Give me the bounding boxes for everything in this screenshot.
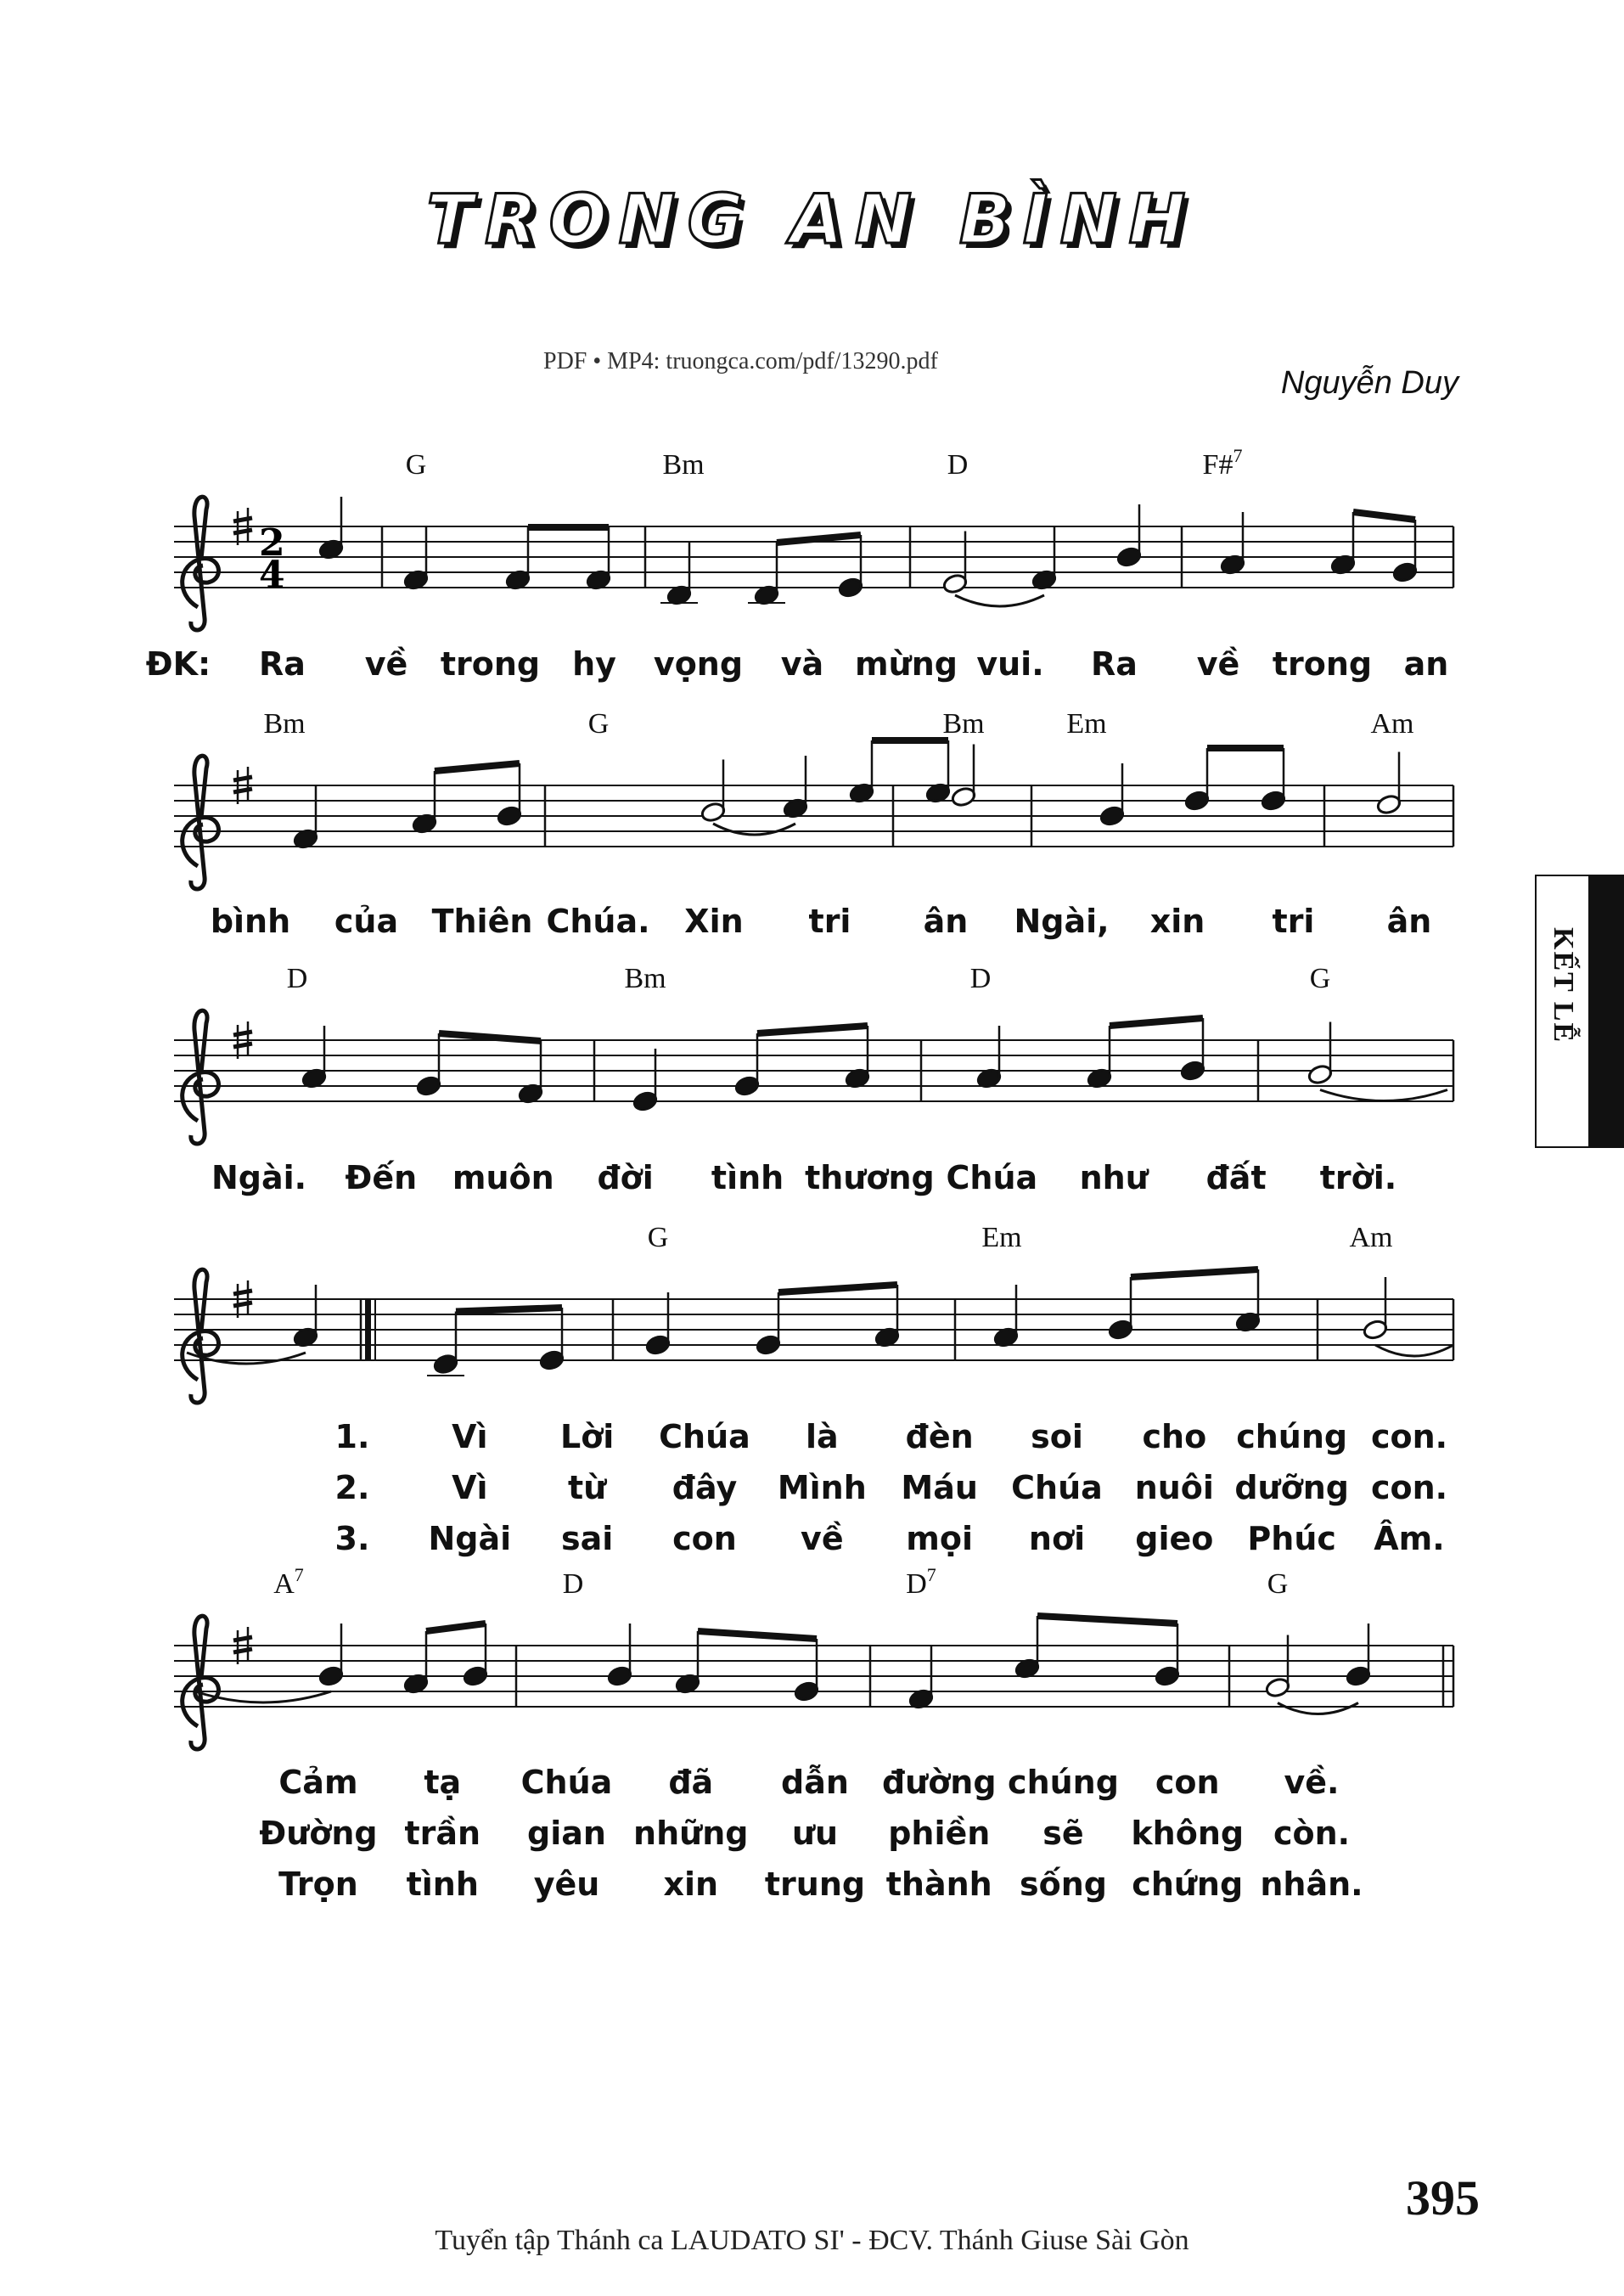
quarter-note <box>756 1334 782 1356</box>
quarter-note <box>1116 546 1143 568</box>
lyric-syllable: về <box>364 645 408 683</box>
lyric-syllable: ưu <box>791 1815 839 1852</box>
chord-symbol: G <box>647 1222 669 1253</box>
lyric-syllable: gieo <box>1135 1520 1214 1557</box>
lyric-syllable: an <box>1403 645 1449 683</box>
lyric-syllable: tình <box>406 1866 479 1903</box>
tie <box>955 595 1044 606</box>
lyric-syllable: Mình <box>777 1469 867 1506</box>
lyric-syllable: dẫn <box>781 1764 849 1801</box>
lyric-syllable: mừng <box>855 645 958 683</box>
lyric-syllable: xin <box>663 1866 719 1903</box>
lyric-syllable: cho <box>1142 1418 1207 1455</box>
lyric-syllable: phiền <box>888 1815 991 1852</box>
half-note <box>1363 1319 1389 1341</box>
lyric-syllable: Ra <box>1091 645 1138 683</box>
tie <box>1375 1345 1453 1356</box>
lyric-syllable: ân <box>1386 903 1432 940</box>
lyric-syllable: Ngài, <box>1014 903 1110 940</box>
lyric-syllable: những <box>633 1815 749 1852</box>
source-link[interactable]: PDF • MP4: truongca.com/pdf/13290.pdf <box>543 348 938 374</box>
lyric-syllable: mọi <box>906 1520 974 1557</box>
lyric-syllable: chúng <box>1236 1418 1348 1455</box>
lyric-syllable: 1. <box>334 1418 370 1455</box>
chord-symbol: $D^7$ <box>906 1564 936 1600</box>
chord-symbol: D <box>969 963 992 994</box>
song-title: TRONG AN BÌNH <box>426 180 1198 259</box>
lyric-syllable: chứng <box>1132 1866 1244 1903</box>
chord-symbol: F#$^7$ <box>1202 445 1243 481</box>
lyric-syllable: tri <box>808 903 851 940</box>
beam <box>435 763 520 771</box>
quarter-note <box>1184 790 1211 812</box>
treble-clef-icon <box>183 497 219 630</box>
beam <box>456 1308 562 1312</box>
lyric-syllable: Cảm <box>278 1764 358 1801</box>
lyric-syllable: Ra <box>259 645 306 683</box>
quarter-note <box>838 577 864 599</box>
lyric-syllable: đường <box>881 1764 997 1801</box>
lyric-syllable: về. <box>1284 1764 1340 1801</box>
lyric-syllable: muôn <box>452 1159 554 1196</box>
lyric-syllable: về <box>1196 645 1240 683</box>
lyric-syllable: yêu <box>533 1866 600 1903</box>
quarter-note <box>1392 561 1419 583</box>
time-signature-top: 2 <box>259 521 285 565</box>
lyric-syllable: Ngài. <box>211 1159 307 1196</box>
lyric-syllable: trong <box>1272 645 1373 683</box>
quarter-note <box>1155 1665 1181 1687</box>
half-note <box>1265 1677 1291 1699</box>
quarter-note <box>463 1665 489 1687</box>
lyric-syllable: Chúa <box>1011 1469 1103 1506</box>
time-signature-bottom: 4 <box>259 554 285 597</box>
treble-clef-icon <box>183 1010 219 1144</box>
beam <box>426 1624 486 1631</box>
chord-symbol: Bm <box>662 449 705 481</box>
quarter-note <box>794 1680 820 1702</box>
lyric-syllable: Âm. <box>1374 1520 1445 1557</box>
quarter-note <box>645 1334 672 1356</box>
lyric-syllable: thương <box>805 1159 935 1196</box>
lyric-syllable: gian <box>527 1815 606 1852</box>
lyric-syllable: như <box>1079 1159 1149 1196</box>
chord-symbol: D <box>286 963 308 994</box>
tie <box>1320 1090 1447 1101</box>
lyric-syllable: Ngài <box>428 1520 512 1557</box>
quarter-note <box>416 1075 442 1097</box>
lyric-syllable: Lời <box>559 1418 615 1455</box>
beam <box>1131 1269 1258 1277</box>
quarter-note <box>539 1349 565 1371</box>
lyric-syllable: của <box>334 903 399 940</box>
lyric-syllable: sẽ <box>1042 1815 1084 1852</box>
lyric-syllable: sai <box>561 1520 614 1557</box>
lyric-syllable: 2. <box>334 1469 370 1506</box>
beam <box>1353 512 1415 520</box>
lyric-syllable: Vì <box>452 1418 488 1455</box>
chord-symbol: G <box>1267 1568 1289 1600</box>
treble-clef-icon <box>183 1269 219 1403</box>
chord-symbol: Em <box>981 1222 1022 1253</box>
lyric-syllable: Xin <box>684 903 744 940</box>
lyric-syllable: nơi <box>1028 1520 1086 1557</box>
chord-symbol: Bm <box>624 963 666 994</box>
lyric-syllable: con <box>672 1520 737 1557</box>
chord-symbol: Bm <box>263 708 306 740</box>
chord-symbol: $A^7$ <box>273 1564 304 1600</box>
lyric-syllable: thành <box>885 1866 992 1903</box>
quarter-note <box>318 1665 345 1687</box>
lyric-syllable: Máu <box>901 1469 978 1506</box>
lyric-syllable: đèn <box>905 1418 974 1455</box>
lyric-syllable: dưỡng <box>1234 1469 1349 1506</box>
beam <box>698 1631 817 1639</box>
lyric-syllable: con. <box>1370 1469 1448 1506</box>
lyric-syllable: vọng <box>653 645 744 683</box>
half-note <box>1376 794 1402 816</box>
half-note <box>1307 1064 1334 1086</box>
lyric-syllable: còn. <box>1273 1815 1351 1852</box>
lyric-syllable: Đến <box>345 1159 418 1196</box>
lyric-syllable: Vì <box>452 1469 488 1506</box>
lyric-syllable: trong <box>440 645 541 683</box>
quarter-note <box>497 805 523 827</box>
half-note <box>951 786 977 808</box>
lyric-syllable: Đường <box>259 1815 378 1852</box>
chord-symbol: D <box>562 1568 584 1600</box>
tie <box>713 824 795 835</box>
lyric-syllable: là <box>805 1418 839 1455</box>
quarter-note <box>1099 805 1126 827</box>
quarter-note <box>607 1665 633 1687</box>
quarter-note <box>1346 1665 1372 1687</box>
section-tab <box>1535 875 1624 1148</box>
lyric-syllable: Chúa. <box>546 903 650 940</box>
lyric-syllable: đây <box>672 1469 738 1506</box>
chord-symbol: Am <box>1370 708 1414 740</box>
lyric-syllable: 3. <box>334 1520 370 1557</box>
chord-symbol: G <box>1309 963 1331 994</box>
quarter-note <box>632 1090 659 1112</box>
section-tab-bar <box>1588 876 1622 1146</box>
lyric-syllable: trời. <box>1319 1159 1397 1196</box>
lyric-syllable: đã <box>668 1764 714 1801</box>
beam <box>1110 1018 1203 1026</box>
chord-symbol: G <box>587 708 610 740</box>
quarter-note <box>734 1075 761 1097</box>
chord-symbol: Em <box>1066 708 1107 740</box>
half-note <box>942 573 969 595</box>
lyric-syllable: Thiên <box>431 903 533 940</box>
lyric-syllable: về <box>801 1520 844 1557</box>
lyric-syllable: con <box>1155 1764 1220 1801</box>
lyric-syllable: từ <box>568 1469 607 1506</box>
lyric-syllable: Chúa <box>946 1159 1038 1196</box>
page-footer: Tuyển tập Thánh ca LAUDATO SI' - ĐCV. Thánh Giuse Sài Gòn <box>435 2225 1189 2256</box>
lyric-syllable: nhân. <box>1260 1866 1363 1903</box>
lyric-syllable: soi <box>1031 1418 1083 1455</box>
treble-clef-icon <box>183 756 219 889</box>
quarter-note <box>1180 1060 1206 1082</box>
lyric-syllable: ĐK: <box>145 645 211 683</box>
lyric-syllable: tình <box>711 1159 784 1196</box>
double-bar-thick <box>365 1299 371 1360</box>
lyric-syllable: xin <box>1149 903 1205 940</box>
chord-symbol: G <box>405 449 427 481</box>
lyric-syllable: trần <box>404 1815 481 1852</box>
quarter-note <box>433 1353 459 1376</box>
beam <box>757 1026 868 1033</box>
lyric-syllable: Phúc <box>1247 1520 1336 1557</box>
beam <box>1037 1616 1177 1624</box>
lyric-syllable: đất <box>1205 1159 1267 1196</box>
lyric-syllable: bình <box>210 903 291 940</box>
quarter-note <box>1108 1319 1134 1341</box>
tie <box>195 1691 331 1702</box>
lyric-syllable: Chúa <box>659 1418 750 1455</box>
lyric-syllable: tạ <box>424 1764 462 1801</box>
section-tab-label: KẾT LỄ <box>1548 927 1579 1044</box>
quarter-note <box>1261 790 1287 812</box>
lyric-syllable: hy <box>572 645 616 683</box>
chord-symbol: Bm <box>942 708 985 740</box>
tie <box>1278 1703 1358 1714</box>
composer-name: Nguyễn Duy <box>1280 365 1458 401</box>
lyric-syllable: vui. <box>976 645 1044 683</box>
half-note <box>700 802 727 824</box>
lyric-syllable: ân <box>923 903 969 940</box>
lyric-syllable: không <box>1131 1815 1245 1852</box>
beam <box>778 1285 897 1292</box>
lyric-syllable: sống <box>1020 1866 1107 1903</box>
chord-symbol: Am <box>1349 1222 1393 1253</box>
treble-clef-icon <box>183 1616 219 1749</box>
lyric-syllable: đời <box>597 1159 654 1196</box>
lyric-syllable: Trọn <box>278 1866 358 1903</box>
lyric-syllable: chúng <box>1008 1764 1119 1801</box>
lyric-syllable: và <box>780 645 824 683</box>
lyric-syllable: con. <box>1370 1418 1448 1455</box>
lyric-syllable: Chúa <box>520 1764 613 1801</box>
lyric-syllable: tri <box>1272 903 1315 940</box>
lyric-syllable: nuôi <box>1134 1469 1214 1506</box>
lyric-syllable: trung <box>764 1866 866 1903</box>
chord-symbol: D <box>947 449 969 481</box>
page-number: 395 <box>1406 2170 1480 2226</box>
